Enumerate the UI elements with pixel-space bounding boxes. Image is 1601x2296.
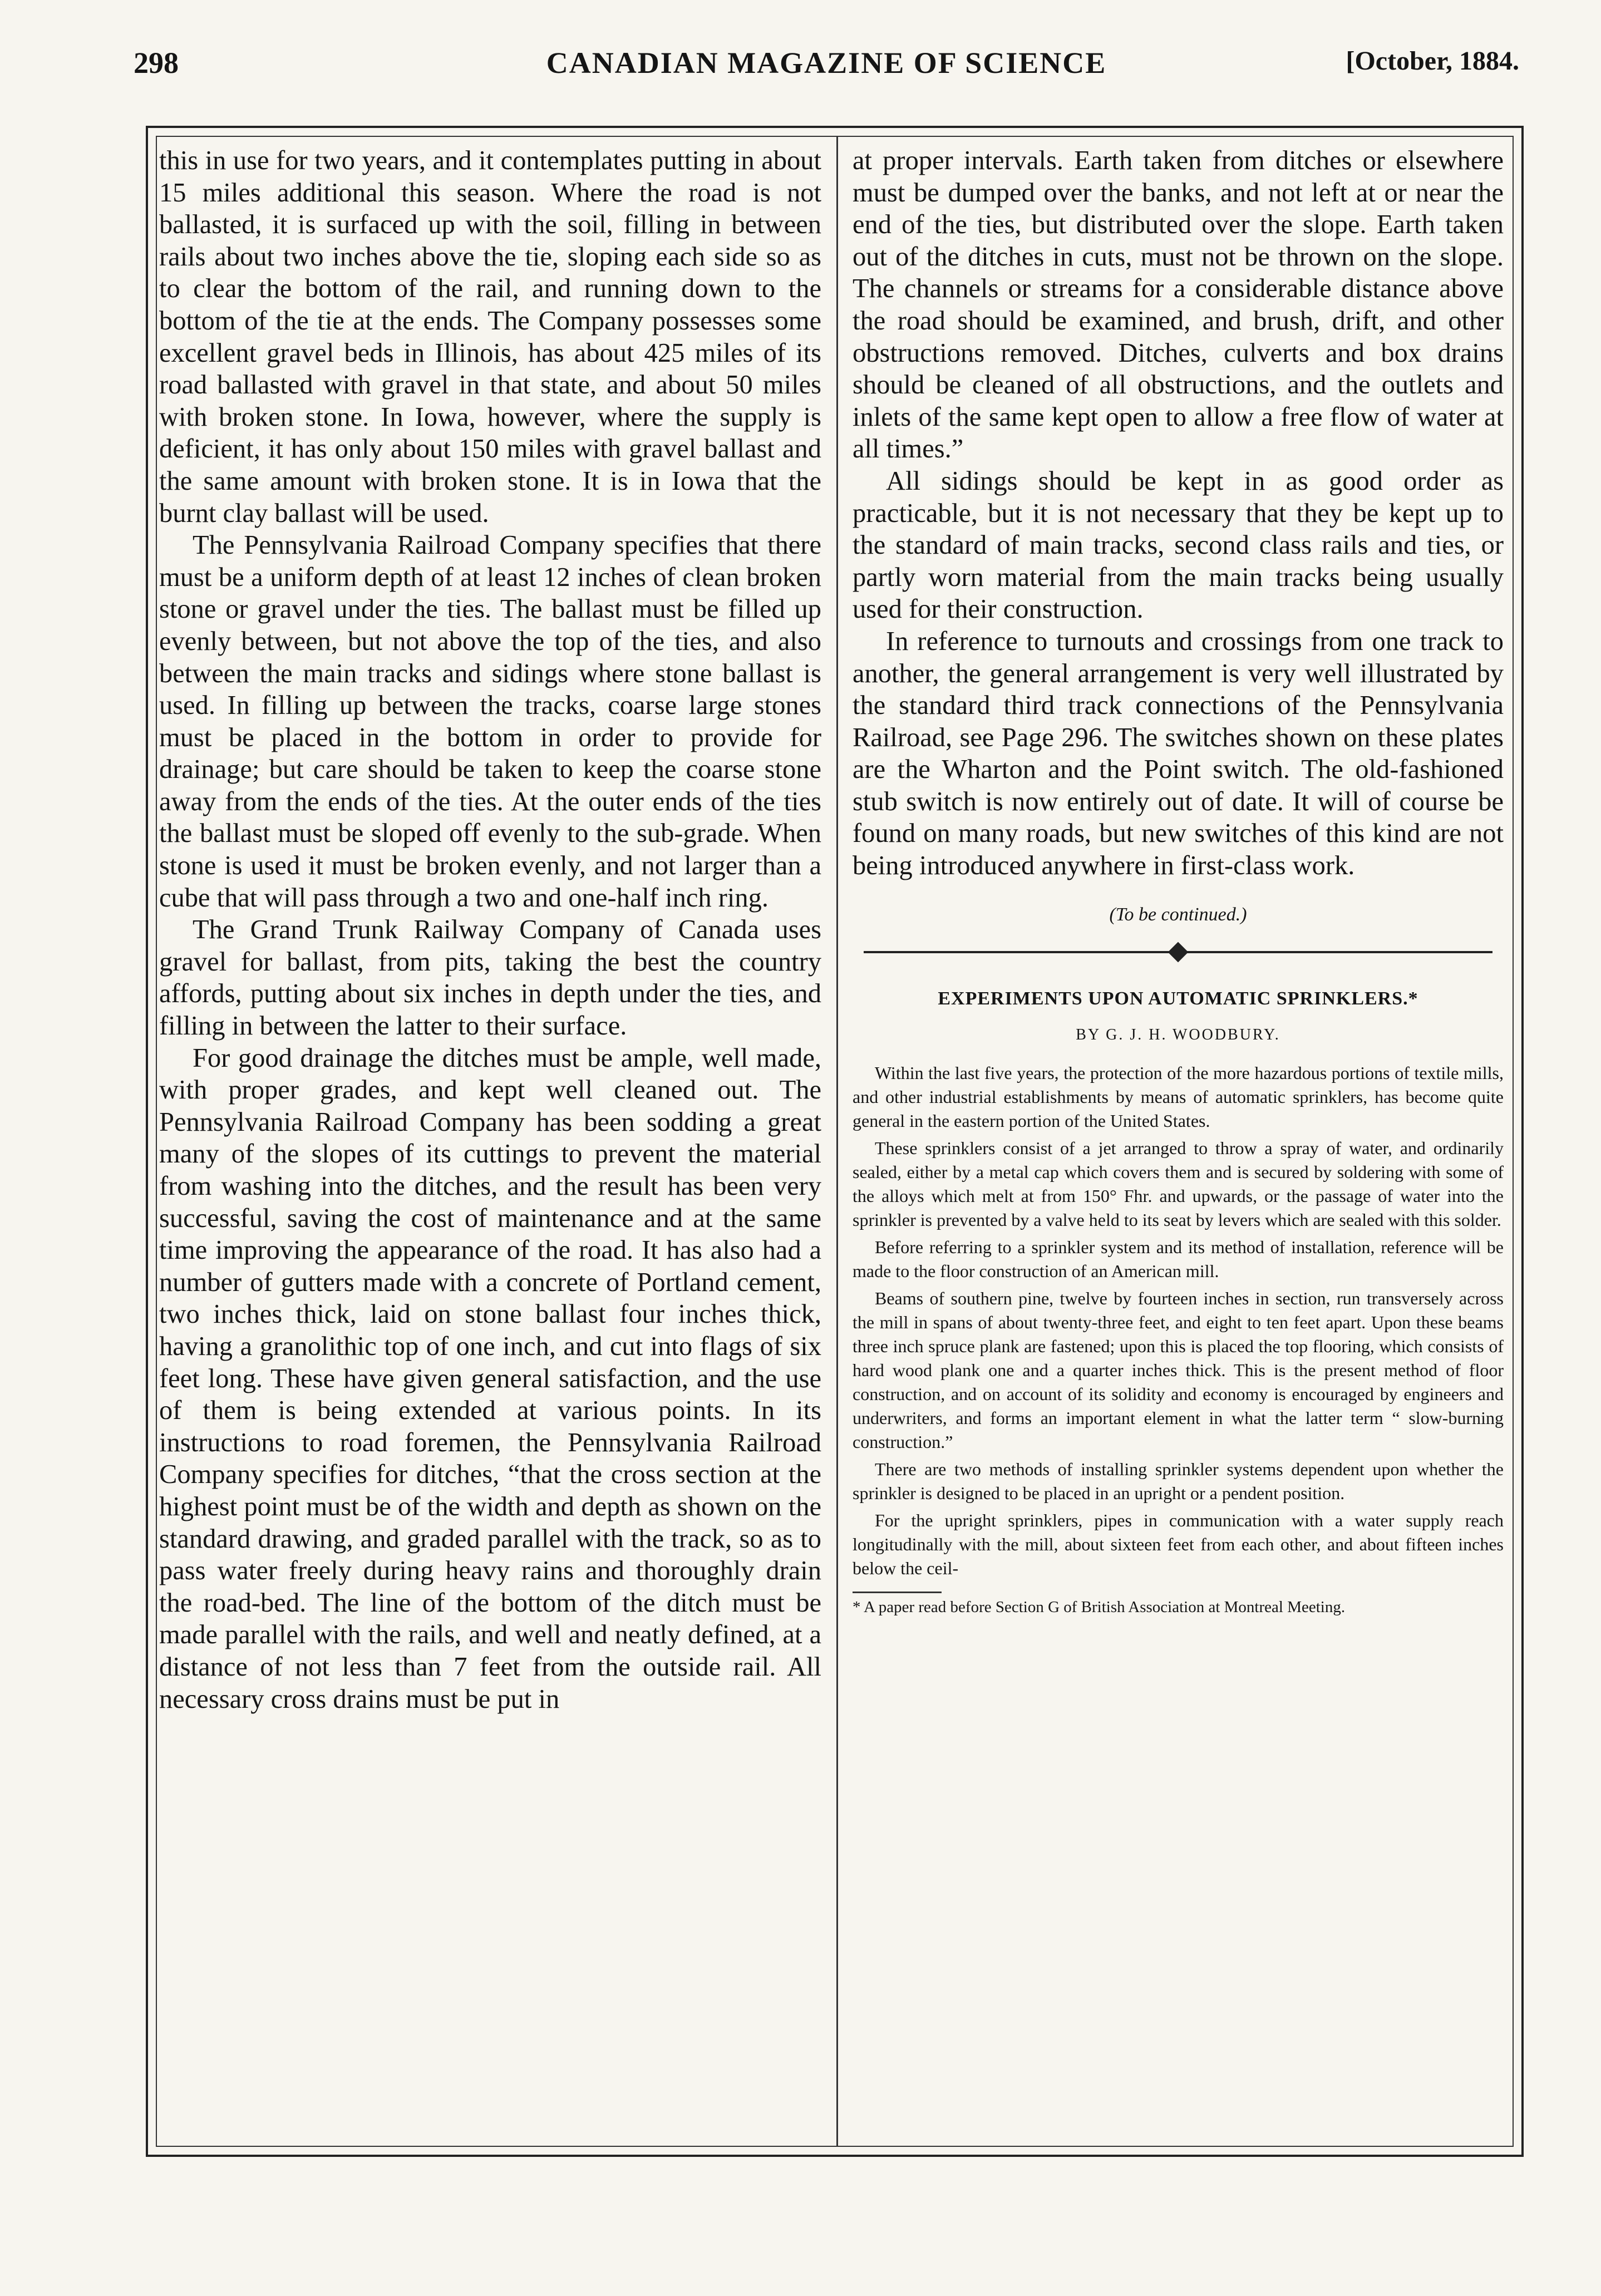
article-paragraph-4: Beams of southern pine, twelve by fourteen inches in section, run transversely across the mill in spans of about twenty-three feet, and eight to ten feet apart. Upon these beams three inch spruce plank are fastened; upon this is placed the top flooring, which consists of hard wood plank one and a quarter inches thick. This is the present method of floor construction, and on account of its solidity and economy is encouraged by engineers and underwriters, and forms an important element in what the latter term “ slow-burning construction.” [853, 1288, 1504, 1452]
page-frame [146, 126, 1524, 2157]
left-paragraph-1: this in use for two years, and it contemplates putting in about 15 miles additional this season. Where the road is not ballasted, it is surfaced up with the soil, filling in between rails about two inches above the tie, sloping each side so as to clear the bottom of the rail, and running down to the bottom of the tie at the ends. The Company possesses some excellent gravel beds in Illinois, has about 425 miles of its road ballasted with gravel in that state, and about 50 miles with broken stone. In Iowa, however, where the supply is deficient, it has only about 150 miles with gravel ballast and the same amount with broken stone. It is in Iowa that the burnt clay ballast will be used. [159, 146, 821, 528]
right-paragraph-2: All sidings should be kept in as good order as practicable, but it is not necessary that they be kept up to the standard of main tracks, second class rails and ties, or partly worn material from the main tracks being usually used for their construction. [853, 466, 1504, 624]
article-paragraph-2: These sprinklers consist of a jet arranged to throw a spray of water, and ordinarily sealed, either by a metal cap which covers them and is secured by soldering with some of the alloys which melt at from 150° Fhr. and upwards, or the passage of water into the sprinkler is prevented by a valve held to its seat by levers which are sealed with this solder. [853, 1138, 1504, 1230]
magazine-title: CANADIAN MAGAZINE OF SCIENCE [546, 46, 1107, 80]
footnote: * A paper read before Section G of British Association at Montreal Meeting. [853, 1598, 1346, 1617]
column-divider [836, 137, 838, 2146]
page-header [134, 46, 1519, 90]
left-paragraph-3: The Grand Trunk Railway Company of Canada uses gravel for ballast, from pits, taking the best the country affords, putting about six inches in depth under the ties, and filling in between the latter to their surface. [159, 915, 821, 1041]
left-paragraph-4: For good drainage the ditches must be ample, well made, with proper grades, and kept well cleaned out. The Pennsylvania Railroad Company has been sodding a great many of the slopes of its cuttings to prevent the material from washing into the ditches, and the result has been very successful, saving the cost of maintenance and at the same time improving the appearance of the road. It has also had a number of gutters made with a concrete of Portland cement, two inches thick, laid on stone ballast four inches thick, having a granolithic top of one inch, and cut into flags of six feet long. These have given general satisfaction, and the use of them is being extended at various points. In its instructions to road foremen, the Pennsylvania Railroad Company specifies for ditches, “that the cross section at the highest point must be of the width and depth as shown on the standard drawing, and graded parallel with the track, so as to pass water freely during heavy rains and thoroughly drain the road-bed. The line of the bottom of the ditch must be made parallel with the rails, and well and neatly defined, at a distance of not less than 7 feet from the outside rail. All necessary cross drains must be put in [159, 1043, 821, 1714]
issue-date: [October, 1884. [1346, 46, 1519, 76]
right-paragraph-1: at proper intervals. Earth taken from ditches or elsewhere must be dumped over the banks, and not left at or near the end of the ties, but distributed over the slope. Earth taken out of the ditches in cuts, must not be thrown on the slope. The channels or streams for a considerable distance above the road should be examined, and brush, drift, and other obstructions removed. Ditches, culverts and box drains should be cleaned of all obstructions, and the outlets and inlets of the same kept open to allow a free flow of water at all times.” [853, 146, 1504, 464]
footnote-rule [853, 1592, 942, 1593]
article-paragraph-6: For the upright sprinklers, pipes in communication with a water supply reach longitudinally with the mill, about sixteen feet from each other, and about fifteen inches below the ceil- [853, 1510, 1504, 1579]
article-paragraph-1: Within the last five years, the protection of the more hazardous portions of textile mills, and other industrial establishments by means of automatic sprinklers, has become quite general in the eastern portion of the United States. [853, 1063, 1504, 1131]
article-byline: BY G. J. H. WOODBURY. [1076, 1026, 1280, 1044]
continued-note: (To be continued.) [1109, 904, 1247, 925]
article-title: EXPERIMENTS UPON AUTOMATIC SPRINKLERS.* [938, 988, 1418, 1009]
left-column [159, 145, 821, 2138]
left-paragraph-2: The Pennsylvania Railroad Company specifies that there must be a uniform depth of at least 12 inches of clean broken stone or gravel under the ties. The ballast must be filled up evenly between, but not above the top of the ties, and also between the main tracks and sidings where stone ballast is used. In filling up between the tracks, coarse large stones must be placed in the bottom in order to provide for drainage; but care should be taken to keep the coarse stone away from the ends of the ties. At the outer ends of the ties the ballast must be sloped off evenly to the sub-grade. When stone is used it must be broken evenly, and not larger than a cube that will pass through a two and one-half inch ring. [159, 530, 821, 913]
right-paragraph-3: In reference to turnouts and crossings from one track to another, the general arrangement is very well illustrated by the standard third track connections of the Pennsylvania Railroad, see Page 296. The switches shown on these plates are the Wharton and the Point switch. The old-fashioned stub switch is now entirely out of date. It will of course be found on many roads, but new switches of this kind are not being introduced anywhere in first-class work. [853, 626, 1504, 881]
page-number: 298 [134, 46, 179, 80]
article-paragraph-3: Before referring to a sprinkler system and its method of installation, reference will be made to the floor construction of an American mill. [853, 1237, 1504, 1282]
article-body [853, 1061, 1504, 1580]
article-paragraph-5: There are two methods of installing sprinkler systems dependent upon whether the sprinkler is designed to be placed in an upright or a pendent position. [853, 1459, 1504, 1504]
section-divider-ornament [853, 934, 1504, 966]
right-column [853, 145, 1504, 2138]
